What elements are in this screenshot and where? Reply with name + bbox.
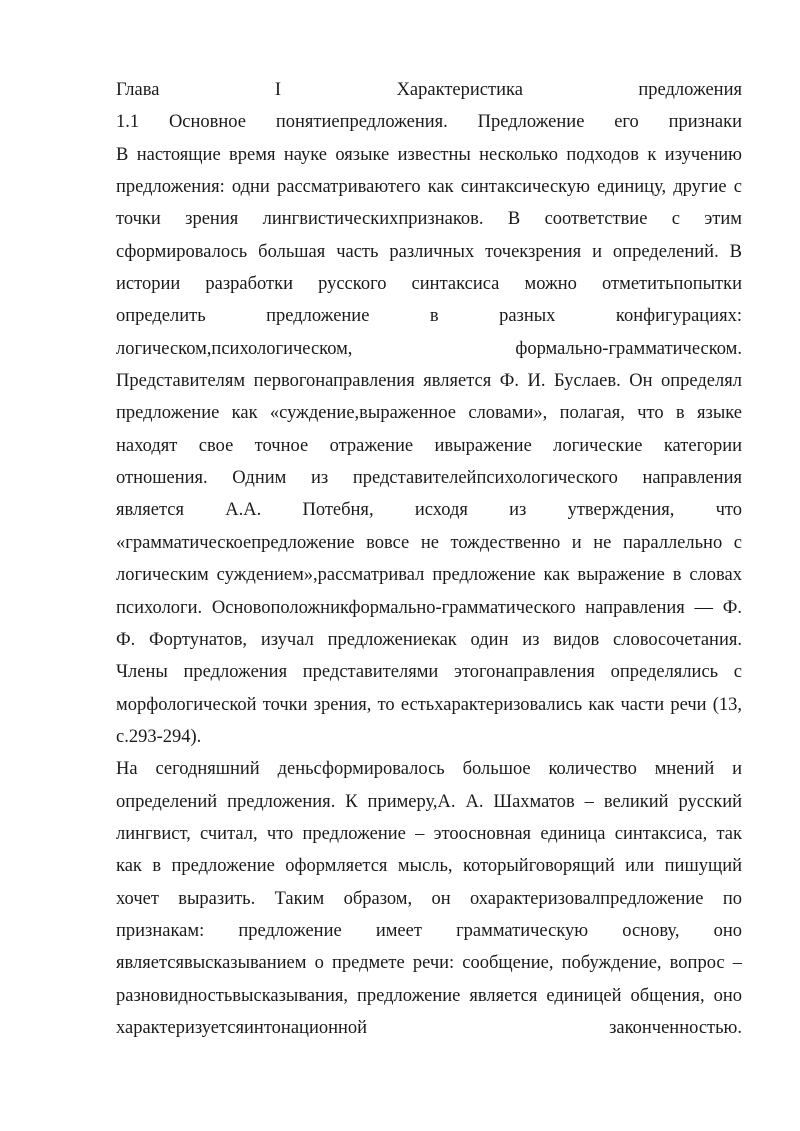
text-line: морфологической точки зрения, то естьхарактеризовались как части речи (13, <box>116 694 742 715</box>
text-line: предложения: одни рассматриваютего как синтаксическую единицу, другие с <box>116 177 742 198</box>
text-line: точки зрения лингвистическихпризнаков. В соответствие с этим <box>116 209 742 230</box>
text-line: Члены предложения представителями этогонаправления определялись с <box>116 662 742 683</box>
text-line: хочет выразить. Таким образом, он охарактеризовалпредложение по <box>116 888 742 909</box>
text-line: предложение как «суждение,выраженное словами», полагая, что в языке <box>116 403 742 424</box>
text-line: определить предложение в разных конфигурациях: <box>116 306 742 327</box>
text-line: психологи. Основоположникформально-грамматического направления — Ф. <box>116 597 742 618</box>
text-line: лингвист, считал, что предложение – этоосновная единица синтаксиса, так <box>116 823 742 844</box>
text-line: находят свое точное отражение ивыражение логические категории <box>116 435 742 456</box>
text-line: является А.А. Потебня, исходя из утверждения, что <box>116 500 742 521</box>
section-heading: 1.1 Основное понятиепредложения. Предложение его признаки <box>116 112 742 133</box>
text-line: истории разработки русского синтаксиса можно отметитьпопытки <box>116 274 742 295</box>
text-line: признакам: предложение имеет грамматическую основу, оно <box>116 920 742 941</box>
text-line: логическом,психологическом, формально-грамматическом. <box>116 338 742 359</box>
text-line: «грамматическоепредложение вовсе не тождественно и не параллельно с <box>116 532 742 553</box>
chapter-heading: Глава I Характеристика предложения <box>116 80 742 100</box>
body-text <box>116 74 742 1044</box>
text-line: характеризуетсяинтонационной законченностью. <box>116 1017 742 1038</box>
text-line: разновидностьвысказывания, предложение является единицей общения, оно <box>116 985 742 1006</box>
text-line: В настоящие время науке оязыке известны несколько подходов к изучению <box>116 144 742 165</box>
text-line: логическим суждением»,рассматривал предложение как выражение в словах <box>116 565 742 586</box>
text-line: На сегодняшний деньсформировалось большое количество мнений и <box>116 759 742 780</box>
text-line: определений предложения. К примеру,А. А. Шахматов – великий русский <box>116 791 742 812</box>
text-line: Ф. Фортунатов, изучал предложениекак один из видов словосочетания. <box>116 629 742 650</box>
text-line: с.293-294). <box>116 726 202 747</box>
text-line: Представителям первогонаправления является Ф. И. Буслаев. Он определял <box>116 371 742 392</box>
text-line: отношения. Одним из представителейпсихологического направления <box>116 468 742 489</box>
text-line: сформировалось большая часть различных точекзрения и определений. В <box>116 241 742 262</box>
text-line: являетсявысказыванием о предмете речи: сообщение, побуждение, вопрос – <box>116 953 742 974</box>
text-line: как в предложение оформляется мысль, которыйговорящий или пишущий <box>116 856 742 877</box>
